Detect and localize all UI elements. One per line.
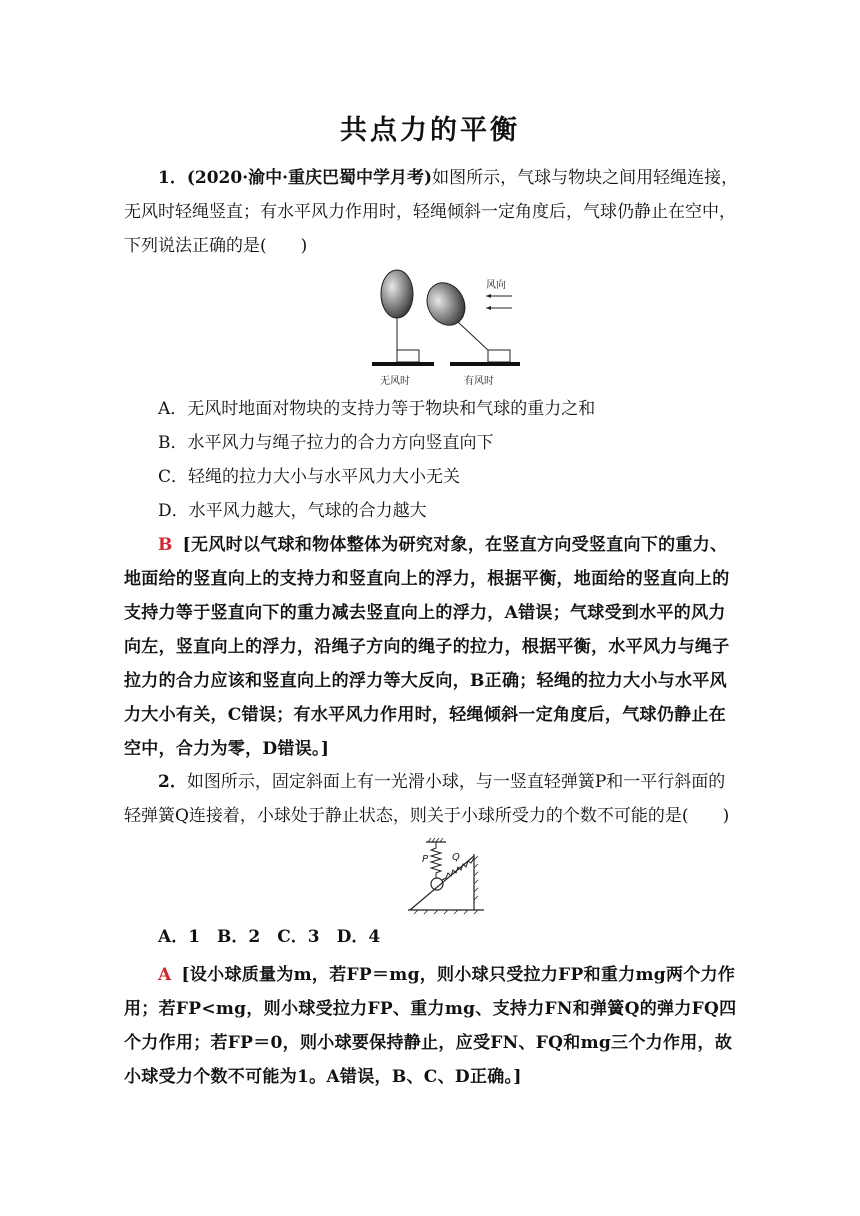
question-2-stem-line1: 如图所示，固定斜面上有一光滑小球，与一竖直轻弹簧P和一平行斜面的 (186, 772, 726, 792)
wind-label: 风向 (486, 280, 506, 291)
ground-still (372, 362, 434, 366)
question-1-option-b: B．水平风力与绳子拉力的合力方向竖直向下 (158, 433, 494, 453)
question-2-explanation-text: [设小球质量为m，若FP＝mg，则小球只受拉力FP和重力mg两个力作用；若FP<mg，则小球受拉力FP、重力mg、支持力FN和弹簧Q的弹力FQ四个力作用；若FP＝0，则小球要保持静止，应受FN、FQ和mg三个力作用，故小球受力个数不可能为1。A错误，B、C、D正确。] (124, 965, 737, 1087)
question-1-explanation (124, 528, 740, 766)
question-1-answer: B (158, 535, 173, 555)
ground-windy (450, 362, 520, 366)
block-still-icon (397, 350, 419, 362)
question-1-stem (124, 162, 740, 194)
label-p: P (422, 854, 429, 865)
question-1-stem-line1: 如图所示，气球与物块之间用轻绳连接， (432, 168, 739, 188)
page-title: 共点力的平衡 (340, 115, 520, 146)
question-1-stem-line2: 无风时轻绳竖直；有水平风力作用时，轻绳倾斜一定角度后，气球仍静止在空中， (124, 202, 736, 222)
block-windy-icon (488, 350, 510, 362)
incline-icon (410, 856, 474, 910)
label-no-wind: 无风时 (380, 376, 410, 387)
label-with-wind: 有风时 (464, 376, 494, 387)
balloon-still-icon (381, 270, 413, 318)
question-2-explanation (124, 958, 740, 1094)
question-1-stem-line3: 下列说法正确的是( ) (124, 236, 308, 256)
question-1-figure (364, 266, 534, 392)
question-2-options: A．1 B．2 C．3 D．4 (158, 927, 381, 947)
question-2-stem (124, 766, 740, 798)
label-q: Q (452, 852, 460, 863)
question-1-option-a: A．无风时地面对物块的支持力等于物块和气球的重力之和 (158, 399, 596, 419)
spring-p-icon (431, 842, 441, 878)
question-1-option-c: C．轻绳的拉力大小与水平风力大小无关 (158, 467, 461, 487)
question-2-number: 2． (158, 772, 187, 792)
question-2-answer: A (158, 965, 172, 985)
question-1-number: 1． (158, 168, 187, 188)
question-2-stem-line2: 轻弹簧Q连接着，小球处于静止状态，则关于小球所受力的个数不可能的是( ) (124, 806, 730, 826)
question-1-source: (2020·渝中·重庆巴蜀中学月考) (186, 168, 433, 188)
balloon-windy-icon (420, 276, 472, 332)
question-1-explanation-text: [无风时以气球和物体整体为研究对象，在竖直方向受竖直向下的重力、地面给的竖直向上的支持力和竖直向上的浮力，根据平衡，地面给的竖直向上的支持力等于竖直向下的重力减去竖直向上的浮力，A错误；气球受到水平的风力向左，竖直向上的浮力，沿绳子方向的绳子的拉力，根据平衡，水平风力与绳子拉力的合力应该和竖直向上的浮力等大反向，B正确；轻绳的拉力大小与水平风力大小有关，C错误；有水平风力作用时，轻绳倾斜一定角度后，气球仍静止在空中，合力为零，D错误。] (124, 535, 730, 759)
question-2-figure (404, 836, 488, 916)
question-1-option-d: D．水平风力越大，气球的合力越大 (158, 501, 427, 521)
